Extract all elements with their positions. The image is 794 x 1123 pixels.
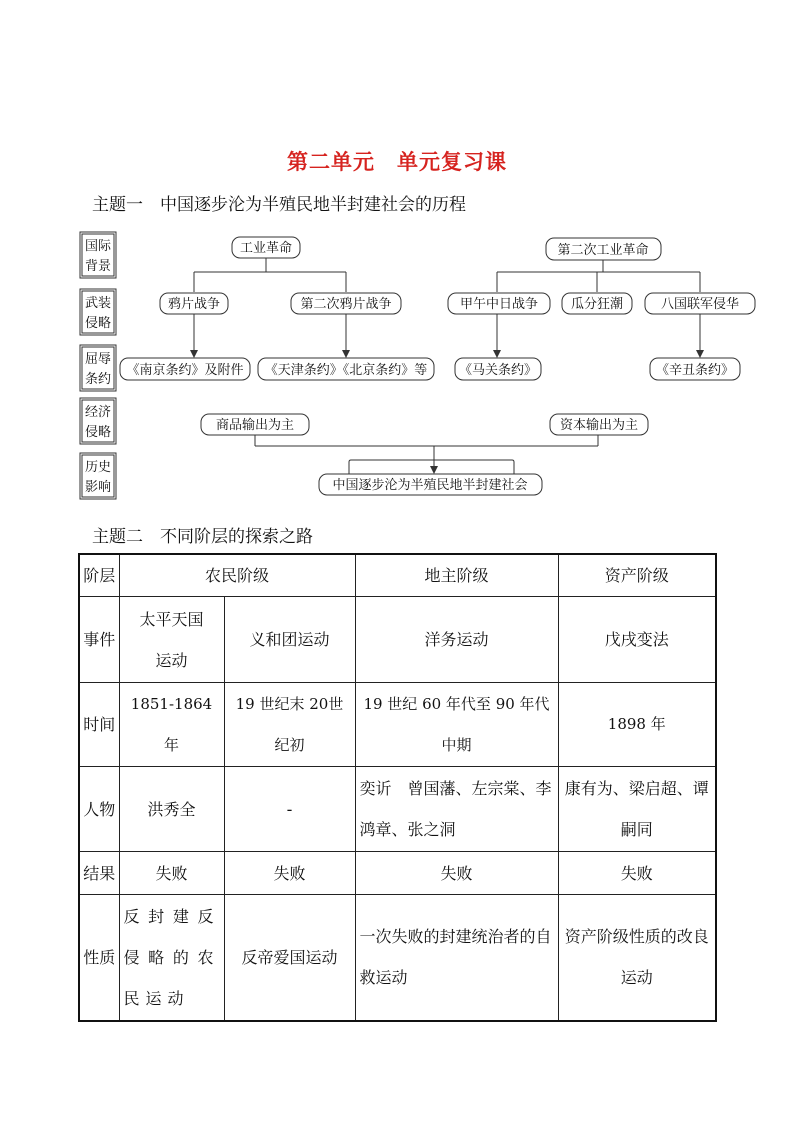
- scramble-for-concessions-box: 瓜分狂潮: [570, 297, 624, 312]
- boxer-protocol-box: 《辛丑条约》: [655, 363, 735, 378]
- side-label-line2: 侵略: [84, 316, 112, 331]
- side-label-line1: 武装: [84, 296, 112, 311]
- capital-export-box: 资本输出为主: [559, 418, 639, 433]
- table-cell: 失败: [558, 852, 716, 895]
- table-row: [79, 767, 716, 852]
- history-flow-diagram: [0, 0, 794, 520]
- row-label: 时间: [79, 683, 119, 767]
- table-cell: 失败: [355, 852, 558, 895]
- semi-colonial-outcome-box: 中国逐步沦为半殖民地半封建社会: [332, 478, 528, 493]
- side-label-unequal-treaties: [80, 345, 116, 391]
- side-label-historical-impact: [80, 453, 116, 499]
- second-industrial-revolution-box: 第二次工业革命: [557, 243, 649, 258]
- table-cell: 反帝爱国运动: [224, 895, 355, 1021]
- industrial-revolution-box: 工业革命: [239, 241, 293, 256]
- table-header-cell: 农民阶级: [119, 554, 355, 597]
- table-row: [79, 895, 716, 1021]
- table-header-cell: 资产阶级: [558, 554, 716, 597]
- table-cell: 1851-1864年: [119, 683, 224, 767]
- table-cell: 反封建反侵略的农民运动: [119, 895, 224, 1021]
- side-label-line1: 屈辱: [84, 352, 112, 367]
- row-label: 人物: [79, 767, 119, 852]
- sino-japanese-war-box: 甲午中日战争: [459, 297, 539, 312]
- treaty-of-nanking-box: 《南京条约》及附件: [126, 363, 244, 378]
- tianjin-beijing-treaties-box: 《天津条约》《北京条约》等: [264, 363, 428, 378]
- side-label-economic-aggression: [80, 398, 116, 444]
- row-label: 事件: [79, 597, 119, 683]
- exploration-table-container: [78, 553, 715, 1019]
- side-label-line2: 侵略: [84, 425, 112, 440]
- theme1-heading: 主题一 中国逐步沦为半殖民地半封建社会的历程: [92, 195, 466, 215]
- table-cell: 奕䜣 曾国藩、左宗棠、李鸿章、张之洞: [355, 767, 558, 852]
- table-cell: 失败: [224, 852, 355, 895]
- row-label: 性质: [79, 895, 119, 1021]
- table-row: [79, 683, 716, 767]
- side-label-line2: 背景: [84, 259, 112, 274]
- table-cell: -: [224, 767, 355, 852]
- opium-war-box: 鸦片战争: [167, 297, 221, 312]
- table-cell: 一次失败的封建统治者的自救运动: [355, 895, 558, 1021]
- table-cell: 19 世纪末 20世纪初: [224, 683, 355, 767]
- table-cell: 洪秀全: [119, 767, 224, 852]
- eight-nation-alliance-box: 八国联军侵华: [660, 297, 740, 312]
- side-label-armed-aggression: [80, 289, 116, 335]
- side-label-line1: 经济: [84, 405, 112, 420]
- table-cell: 康有为、梁启超、谭嗣同: [558, 767, 716, 852]
- theme2-heading: 主题二 不同阶层的探索之路: [92, 527, 313, 547]
- table-row: [79, 852, 716, 895]
- table-cell: 太平天国运动: [119, 597, 224, 683]
- side-label-international-background: [80, 232, 116, 278]
- page-title: 第二单元 单元复习课: [287, 149, 507, 174]
- side-label-line1: 国际: [84, 239, 112, 254]
- exploration-table: [78, 553, 717, 1022]
- side-label-line2: 条约: [84, 372, 112, 387]
- table-cell: 资产阶级性质的改良运动: [558, 895, 716, 1021]
- side-label-line1: 历史: [84, 460, 112, 475]
- table-cell: 失败: [119, 852, 224, 895]
- table-cell: 19 世纪 60 年代至 90 年代中期: [355, 683, 558, 767]
- table-header-cell: 阶层: [79, 554, 119, 597]
- table-cell: 洋务运动: [355, 597, 558, 683]
- table-cell: 1898 年: [558, 683, 716, 767]
- table-header-row: [79, 554, 716, 597]
- commodity-export-box: 商品输出为主: [215, 418, 295, 433]
- side-label-line2: 影响: [84, 480, 112, 495]
- treaty-of-shimonoseki-box: 《马关条约》: [458, 363, 538, 378]
- second-opium-war-box: 第二次鸦片战争: [300, 297, 392, 312]
- table-row: [79, 597, 716, 683]
- table-header-cell: 地主阶级: [355, 554, 558, 597]
- table-cell: 义和团运动: [224, 597, 355, 683]
- table-cell: 戊戌变法: [558, 597, 716, 683]
- row-label: 结果: [79, 852, 119, 895]
